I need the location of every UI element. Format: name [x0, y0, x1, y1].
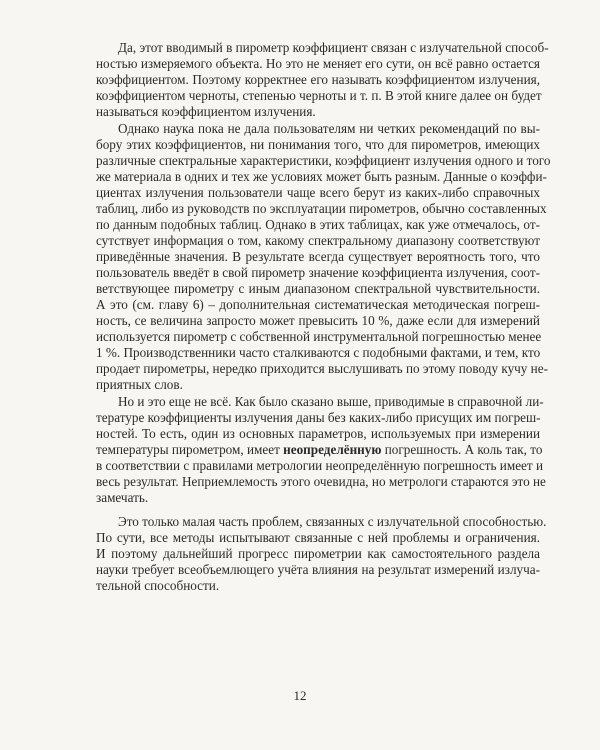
text-line: Это только малая часть проблем, связанных с излучательной способностью. — [118, 514, 547, 529]
text-line: называться коэффициентом излучения. — [96, 104, 316, 119]
text-line: науки требует всеобъемлющего учёта влияния на результат измерений излуча- — [96, 562, 540, 577]
text-line: по данным подобных таблиц. Однако в этих таблицах, как уже отмечалось, от- — [96, 217, 540, 232]
text-line: коэффициентом черноты, степенью черноты и т. п. В этой книге далее он будет — [96, 88, 542, 103]
text-line: приведённые значения. В результате всегда существует вероятность того, что — [96, 249, 540, 264]
emphasis-word: неопределённую — [283, 442, 382, 457]
text-line: пользователь введёт в свой пирометр значение коэффициента излучения, соот- — [96, 265, 540, 280]
text-line: циентах излучения пользователи чаще всего берут из каких-либо справочных — [96, 185, 540, 200]
text-line: весь результат. Неприемлемость этого очевидна, но метрологи стараются это не — [96, 474, 546, 489]
text-line: ветствующее пирометру с иным диапазоном спектральной чувствительности. — [96, 281, 540, 296]
text-line: коэффициентом. Поэтому корректнее его называть коэффициентом излучения, — [96, 72, 540, 87]
text-line: По сути, все методы испытывают связанные с ней проблемы и ограничения. — [96, 530, 540, 545]
text-line: Да, этот вводимый в пирометр коэффициент связан с излучательной способ- — [118, 40, 549, 55]
text-line: И поэтому дальнейший прогресс пирометрии как самостоятельного раздела — [96, 546, 540, 561]
text-line: же материала в одних и тех же условиях может быть разным. Данные о коэффи- — [96, 169, 547, 184]
text-line: ностью измеряемого объекта. Но это не меняет его сути, он всё равно остается — [96, 56, 540, 71]
text-line: в соответствии с правилами метрологии неопределённую погрешность имеет и — [96, 458, 544, 473]
text-line: различные спектральные характеристики, коэффициент излучения одного и того — [96, 153, 551, 168]
text-line: Но и это еще не всё. Как было сказано выше, приводимые в справочной ли- — [118, 394, 544, 409]
text-line: таблиц, либо из руководств по эксплуатации пирометров, обычно составленных — [96, 201, 547, 216]
text-line: Однако наука пока не дала пользователям ни четких рекомендаций по вы- — [118, 121, 540, 136]
text-line: А это (см. главу 6) – дополнительная систематическая методическая погреш- — [96, 297, 540, 312]
text-segment: температуры пирометром, имеет — [96, 442, 284, 457]
text-line: продает пирометры, нередко приходится выслушивать по этому поводу кучу не- — [96, 361, 548, 376]
text-line: 1 %. Производственники часто сталкиваются с подобными фактами, и тем, кто — [96, 345, 541, 360]
text-line: тельной способности. — [96, 578, 220, 593]
text-line: ностей. То есть, один из основных параметров, используемых при измерении — [96, 426, 540, 441]
text-line: замечать. — [96, 490, 149, 505]
page-number: 12 — [293, 688, 307, 703]
text-line: ность, се величина запросто может превысить 10 %, даже если для измерений — [96, 313, 540, 328]
text-line: используется пирометр с собственной инструментальной погрешностью менее — [96, 329, 542, 344]
text-line: бору этих коэффициентов, ни понимания того, что для пирометров, имеющих — [96, 137, 540, 152]
text-line — [96, 442, 543, 458]
text-line: тературе коэффициенты излучения даны без каких-либо присущих им погреш- — [96, 410, 541, 425]
text-segment: погрешность. А коль так, то — [381, 442, 543, 457]
text-line: сутствует информация о том, какому спектральному диапазону соответствуют — [96, 233, 540, 248]
text-line: приятных слов. — [96, 377, 183, 392]
